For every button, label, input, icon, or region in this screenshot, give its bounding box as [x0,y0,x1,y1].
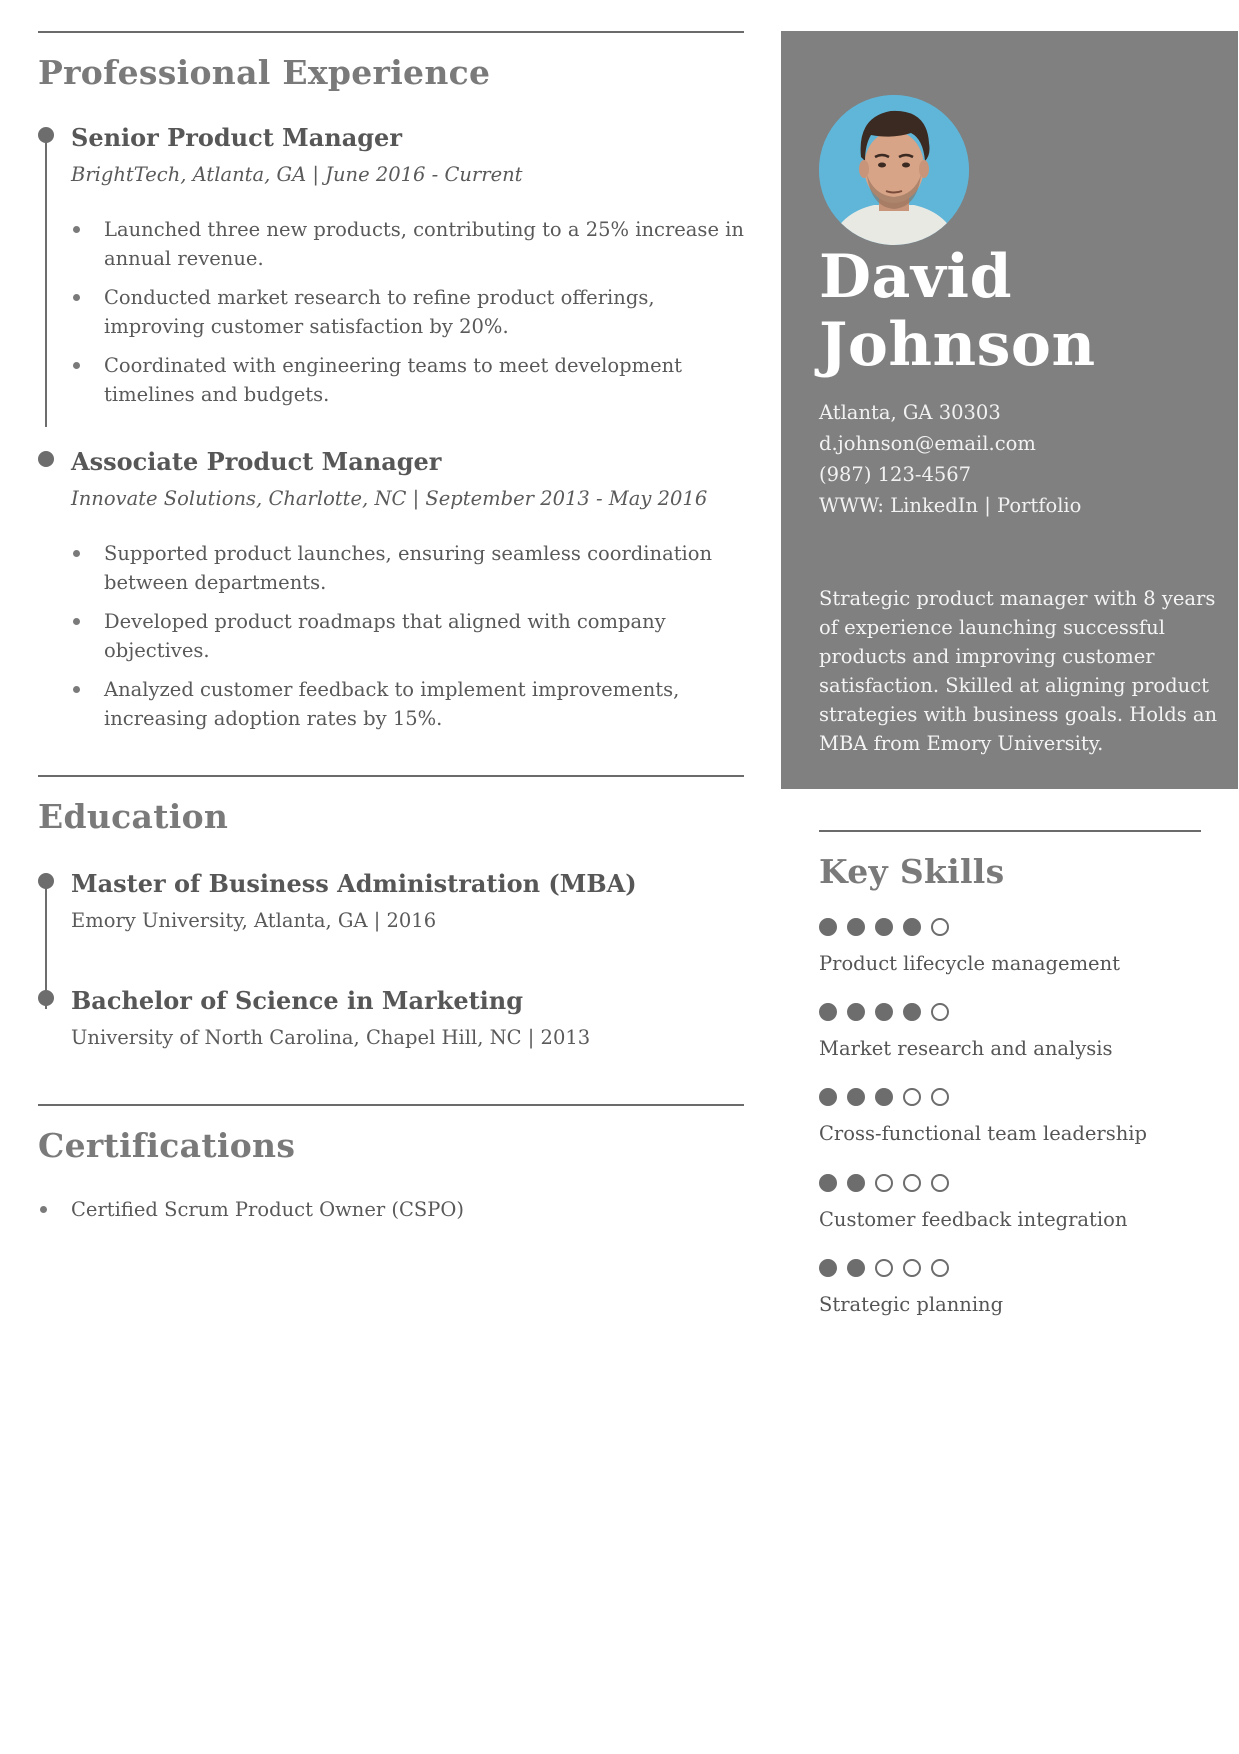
rating-dot-empty [931,918,949,936]
degree-title: Master of Business Administration (MBA) [71,868,637,898]
job-bullet: Conducted market research to refine product offerings, improving customer satisfaction by 20%. [71,283,744,341]
skill-rating [819,1174,1201,1192]
rating-dot-empty [931,1003,949,1021]
rating-dot-empty [903,1259,921,1277]
education-section [38,775,744,1050]
last-name: Johnson [819,310,1096,380]
candidate-name [819,243,1096,379]
job-bullet: Supported product launches, ensuring seamless coordination between departments. [71,539,744,597]
web-links[interactable]: WWW: LinkedIn | Portfolio [819,494,1082,517]
rating-dot-empty [931,1088,949,1106]
profile-summary: Strategic product manager with 8 years of experience launching successful products and improving customer satisfaction. Skilled at aligning product strategies with business goals. Holds an MBA from Emory University. [819,587,1218,755]
rating-dot-empty [903,1088,921,1106]
section-divider [38,1104,744,1106]
rating-dot-empty [931,1259,949,1277]
rating-dot-filled [819,1088,837,1106]
job-meta: Innovate Solutions, Charlotte, NC | September 2013 - May 2016 [71,486,708,510]
rating-dot-filled [819,918,837,936]
experience-heading: Professional Experience [38,53,491,92]
skill-item [819,918,1201,975]
rating-dot-filled [847,1003,865,1021]
certification-list [38,1195,744,1224]
certification-item: Certified Scrum Product Owner (CSPO) [38,1195,744,1224]
job-bullet: Developed product roadmaps that aligned with company objectives. [71,607,744,665]
rating-dot-filled [819,1003,837,1021]
skill-rating [819,1259,1201,1277]
job-title: Associate Product Manager [71,446,442,476]
degree-meta: University of North Carolina, Chapel Hill, NC | 2013 [71,1026,591,1050]
contact-info [819,397,1081,521]
job-bullet: Analyzed customer feedback to implement improvements, increasing adoption rates by 15%. [71,675,744,733]
education-heading: Education [38,797,229,837]
timeline-dot [38,451,54,467]
job-bullets [71,215,744,409]
profile-photo-icon [819,95,969,245]
rating-dot-empty [875,1259,893,1277]
skill-rating [819,1003,1201,1021]
section-divider [38,775,744,777]
rating-dot-filled [875,1088,893,1106]
rating-dot-filled [847,918,865,936]
skill-item [819,1003,1201,1060]
email[interactable]: d.johnson@email.com [819,432,1036,455]
skill-item [819,1088,1201,1145]
experience-section [38,31,744,733]
job-entry [38,123,744,409]
rating-dot-empty [875,1174,893,1192]
avatar [819,95,969,245]
phone: (987) 123-4567 [819,463,972,486]
skills-section [819,830,1201,1345]
timeline-dot [38,990,54,1006]
rating-dot-filled [903,918,921,936]
degree-meta: Emory University, Atlanta, GA | 2016 [71,908,437,932]
rating-dot-filled [847,1088,865,1106]
education-entry [38,986,744,1050]
skill-rating [819,918,1201,936]
section-divider [38,31,744,33]
rating-dot-filled [819,1174,837,1192]
left-column [38,31,744,1234]
job-bullets [71,539,744,733]
skill-name: Strategic planning [819,1293,1004,1317]
timeline-dot [38,873,54,889]
rating-dot-filled [903,1003,921,1021]
skill-list [819,918,1201,1317]
degree-title: Bachelor of Science in Marketing [71,986,524,1016]
skills-heading: Key Skills [819,852,1005,891]
job-bullet: Launched three new products, contributing to a 25% increase in annual revenue. [71,215,744,273]
profile-sidebar [781,31,1238,789]
skill-name: Product lifecycle management [819,951,1120,975]
rating-dot-filled [875,918,893,936]
skill-name: Customer feedback integration [819,1207,1128,1231]
skill-name: Cross-functional team leadership [819,1122,1147,1146]
skill-item [819,1259,1201,1316]
rating-dot-filled [819,1259,837,1277]
education-timeline [38,869,744,1051]
education-entry [38,869,744,933]
experience-timeline [38,123,744,734]
certifications-section [38,1104,744,1225]
rating-dot-filled [847,1259,865,1277]
skill-item [819,1174,1201,1231]
rating-dot-empty [931,1174,949,1192]
rating-dot-empty [903,1174,921,1192]
skill-rating [819,1088,1201,1106]
job-meta: BrightTech, Atlanta, GA | June 2016 - Current [71,162,523,186]
rating-dot-filled [875,1003,893,1021]
job-entry [38,447,744,733]
timeline-dot [38,127,54,143]
rating-dot-filled [847,1174,865,1192]
certifications-heading: Certifications [38,1125,296,1165]
address: Atlanta, GA 30303 [819,401,1001,424]
first-name: David [819,242,1013,312]
job-bullet: Coordinated with engineering teams to meet development timelines and budgets. [71,351,744,409]
skill-name: Market research and analysis [819,1036,1113,1060]
section-divider [819,830,1201,832]
job-title: Senior Product Manager [71,122,402,152]
